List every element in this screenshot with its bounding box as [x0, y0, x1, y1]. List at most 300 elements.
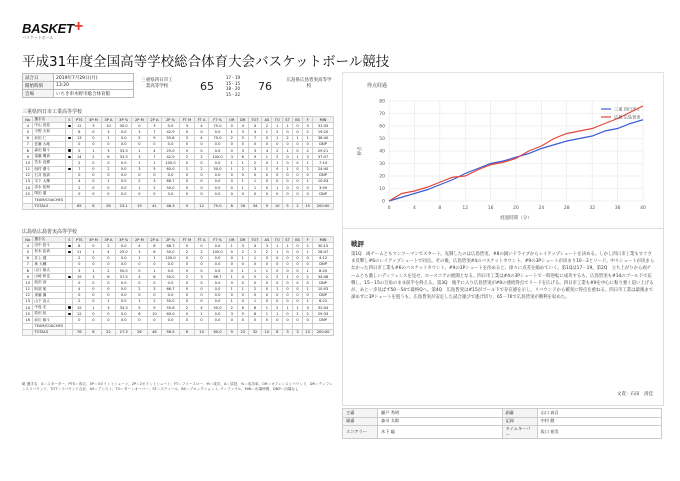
stat-cell: 6	[147, 243, 162, 249]
stat-cell: 2	[73, 185, 86, 191]
stat-cell: 4	[73, 286, 86, 292]
column-header: TO	[272, 117, 283, 123]
official-label: 副審	[502, 409, 537, 418]
stat-cell: 0	[226, 147, 237, 153]
stat-cell: 1	[248, 267, 262, 273]
stat-cell: 0	[272, 166, 283, 172]
x-axis-label: 経過時間（分）	[500, 216, 532, 221]
total-cell: 3	[283, 329, 293, 335]
stat-cell: 2	[292, 311, 302, 317]
stat-cell	[66, 203, 73, 209]
stat-cell: 1	[147, 255, 162, 261]
stat-cell: 1	[272, 286, 283, 292]
stat-cell: 3	[179, 123, 194, 129]
info-value: 13:20	[54, 82, 134, 90]
stat-cell: 4	[23, 123, 33, 129]
stat-cell: 12	[73, 311, 86, 317]
stat-cell: 0	[179, 147, 194, 153]
stat-cell: 4	[194, 135, 208, 141]
stat-cell: 4	[248, 123, 262, 129]
stat-cell: 0	[262, 298, 272, 304]
stat-cell: 0	[248, 317, 262, 323]
stat-cell: 50.0	[162, 274, 180, 280]
player-name: 松本 拓真	[33, 249, 66, 255]
total-cell: 60.0	[209, 329, 227, 335]
column-header: FT %	[209, 237, 227, 243]
stat-cell: 0.0	[116, 185, 132, 191]
stat-cell: 8	[23, 147, 33, 153]
stat-cell: DNP	[313, 280, 334, 286]
stat-cell: 4	[73, 178, 86, 184]
stat-cell: 0	[303, 191, 313, 197]
stat-cell: 0.0	[116, 317, 132, 323]
away-team-name: 広島県広島皆実高等学校	[286, 78, 332, 89]
stat-cell: 5	[73, 147, 86, 153]
stat-cell: 0	[101, 280, 116, 286]
stat-cell: 0	[194, 298, 208, 304]
total-cell: 46	[147, 329, 162, 335]
stat-cell: 0	[292, 267, 302, 273]
stat-cell: 0	[262, 280, 272, 286]
column-header: ST	[283, 237, 293, 243]
page-title: 平成31年度全国高等学校総合体育大会バスケットボール競技	[22, 54, 390, 70]
stat-cell: 1	[283, 147, 293, 153]
total-cell: 56.5	[162, 329, 180, 335]
logo-subtitle: バスケットボール	[22, 35, 54, 40]
stat-cell: 1	[283, 274, 293, 280]
stat-cell: 66.7	[162, 286, 180, 292]
stat-cell: 3	[237, 243, 248, 249]
home-box-title: 三重県四日市工業高等学校	[22, 109, 83, 115]
stat-cell: 0	[86, 166, 101, 172]
stat-cell: 1	[272, 311, 283, 317]
official-value: 山口 真吾	[537, 409, 662, 418]
stat-cell: 3	[303, 154, 313, 160]
stat-cell: 0	[179, 267, 194, 273]
stat-cell: 0	[303, 141, 313, 147]
stat-cell: 0.0	[162, 141, 180, 147]
stat-cell: 0.0	[209, 255, 227, 261]
stat-cell: 0	[147, 172, 162, 178]
stat-cell: 0	[73, 261, 86, 267]
x-tick-label: 36	[614, 206, 621, 211]
column-header: DR	[237, 237, 248, 243]
stat-cell: 16	[23, 317, 33, 323]
stat-cell: 0	[237, 280, 248, 286]
stat-cell: 0	[262, 191, 272, 197]
total-cell: 26	[237, 203, 248, 209]
stat-cell: 2	[147, 185, 162, 191]
stat-cell: 1	[292, 305, 302, 311]
official-value: 木下 聡	[378, 426, 503, 439]
stat-cell: DNP	[313, 141, 334, 147]
total-cell: 6	[86, 329, 101, 335]
stat-cell: 0	[283, 141, 293, 147]
column-header: No	[23, 117, 33, 123]
stat-cell: 0	[86, 191, 101, 197]
stat-cell: 1	[303, 249, 313, 255]
stat-cell: 31:35	[313, 123, 334, 129]
stat-cell: 0	[86, 317, 101, 323]
stat-cell: 3	[132, 154, 147, 160]
stat-cell: 0.0	[116, 255, 132, 261]
stat-cell: 0	[303, 185, 313, 191]
stat-cell: 0	[283, 311, 293, 317]
stat-cell: 2	[73, 255, 86, 261]
stat-cell: 0	[132, 123, 147, 129]
stat-cell: 33.3	[116, 154, 132, 160]
stat-cell: 5	[237, 135, 248, 141]
stat-cell: 0	[73, 172, 86, 178]
player-name: 前川 雄斗	[33, 317, 66, 323]
official-label: 記録	[502, 417, 537, 426]
stat-cell: 0	[179, 185, 194, 191]
stat-cell: 0.0	[209, 160, 227, 166]
info-label: 開始時刻	[23, 82, 54, 90]
stat-cell: 5	[23, 129, 33, 135]
stat-cell: 0	[248, 292, 262, 298]
stat-cell: DNP	[313, 191, 334, 197]
stat-cell: 29:21	[313, 147, 334, 153]
stat-cell: 15	[73, 305, 86, 311]
stat-cell: 2	[86, 154, 101, 160]
stat-cell: 0	[262, 172, 272, 178]
stat-cell: 0	[179, 141, 194, 147]
stat-cell: 50.0	[116, 267, 132, 273]
stat-cell: 1	[262, 154, 272, 160]
stat-cell: 7:14	[313, 160, 334, 166]
stat-cell: 0	[86, 243, 101, 249]
stat-cell: 0	[226, 261, 237, 267]
stat-cell: 1	[283, 305, 293, 311]
stat-cell: 11	[23, 286, 33, 292]
stat-cell: 1	[147, 267, 162, 273]
stat-cell: 0	[262, 135, 272, 141]
player-name: 木下 大輝	[33, 178, 66, 184]
stat-cell: 3:59	[313, 185, 334, 191]
stat-cell: 0	[248, 141, 262, 147]
column-header: FT M	[179, 117, 194, 123]
stat-cell: 2	[248, 249, 262, 255]
stat-cell: 0	[292, 185, 302, 191]
stat-cell: 0	[303, 317, 313, 323]
stat-cell: 4	[237, 274, 248, 280]
stat-cell: 0	[194, 243, 208, 249]
stat-cell: 0.0	[209, 286, 227, 292]
total-cell: 9	[262, 203, 272, 209]
totals-row	[23, 203, 334, 209]
stat-cell: 0	[86, 160, 101, 166]
stat-cell: 0	[86, 298, 101, 304]
stat-cell: 2	[132, 286, 147, 292]
stat-cell: 1	[226, 160, 237, 166]
stat-cell: 0	[86, 311, 101, 317]
stat-cell: 3	[303, 123, 313, 129]
stat-cell: 3	[132, 166, 147, 172]
stat-cell: 0	[272, 172, 283, 178]
stat-cell: 0.0	[162, 123, 180, 129]
stat-cell: 100.0	[209, 249, 227, 255]
total-cell: 6	[179, 329, 194, 335]
total-cell: 2	[292, 203, 302, 209]
column-header: FT %	[209, 117, 227, 123]
stat-cell: 0	[101, 191, 116, 197]
stat-cell: 2	[73, 160, 86, 166]
stat-cell: 0	[132, 172, 147, 178]
stat-cell: 6	[23, 135, 33, 141]
column-header: 2P %	[162, 237, 180, 243]
y-tick-label: 20	[379, 174, 385, 180]
player-name: 阿部 航	[33, 286, 66, 292]
stat-cell: 0.0	[116, 292, 132, 298]
stat-cell: 0	[226, 317, 237, 323]
player-name: 森田 陽斗	[33, 147, 66, 153]
stat-cell: 0	[226, 249, 237, 255]
stat-cell: 0	[248, 191, 262, 197]
stat-cell: 2	[303, 243, 313, 249]
chart-svg	[343, 73, 663, 223]
stat-cell: 0	[292, 172, 302, 178]
home-team-name: 三重県四日市工業高等学校	[141, 78, 173, 89]
stat-cell: 10	[23, 280, 33, 286]
stat-cell: 0.0	[209, 178, 227, 184]
stat-cell: 1	[132, 147, 147, 153]
totals-label: TOTALS	[33, 203, 66, 209]
info-label: 会場	[23, 90, 54, 98]
stat-cell: 0	[272, 191, 283, 197]
column-header: TOT	[248, 117, 262, 123]
stat-cell: 30:15	[313, 243, 334, 249]
stat-cell: 0	[73, 317, 86, 323]
stat-cell: DNP	[313, 317, 334, 323]
column-header: MIN	[313, 117, 334, 123]
stat-cell: 1	[272, 160, 283, 166]
column-header: 3P A	[101, 237, 116, 243]
x-tick-label: 28	[563, 206, 570, 211]
stat-cell: 0.0	[116, 172, 132, 178]
stat-cell: 0	[86, 261, 101, 267]
total-cell: 200:00	[313, 329, 334, 335]
stat-cell: 0.0	[209, 147, 227, 153]
stat-cell: 2	[272, 154, 283, 160]
stat-cell: 0	[292, 249, 302, 255]
column-header: 3P M	[86, 117, 101, 123]
stat-cell: 1	[283, 123, 293, 129]
stat-cell: 0	[101, 317, 116, 323]
stat-cell: 0	[262, 178, 272, 184]
stat-cell: 0	[132, 317, 147, 323]
stat-cell: 0	[292, 243, 302, 249]
stat-cell: 1	[272, 243, 283, 249]
player-name: 清水 拓海	[33, 185, 66, 191]
column-header: 3P %	[116, 237, 132, 243]
stat-cell: 2	[262, 249, 272, 255]
stat-cell: 8	[23, 267, 33, 273]
column-header: No	[23, 237, 33, 243]
stat-cell: 0	[179, 317, 194, 323]
info-label: 試合日	[23, 74, 54, 82]
stat-cell: 2	[303, 274, 313, 280]
stat-cell: 8	[248, 311, 262, 317]
stat-cell: 4	[248, 129, 262, 135]
stat-cell: 3	[147, 123, 162, 129]
column-header: OR	[226, 237, 237, 243]
stat-cell: 0	[292, 147, 302, 153]
stat-cell: 3	[237, 147, 248, 153]
stat-cell: 0.0	[116, 141, 132, 147]
total-cell: 23	[237, 329, 248, 335]
stat-cell: 0	[179, 178, 194, 184]
stat-cell: 0.0	[209, 172, 227, 178]
stat-cell: 8:20	[313, 267, 334, 273]
stat-cell: 0	[194, 292, 208, 298]
stat-cell: 2	[194, 154, 208, 160]
stat-cell: 8	[248, 305, 262, 311]
stat-cell: 1	[132, 160, 147, 166]
column-header: DR	[237, 117, 248, 123]
stat-cell: 7	[23, 261, 33, 267]
stat-cell: 0.0	[209, 298, 227, 304]
team-label: TEAM/COACHES	[33, 197, 66, 203]
stat-cell: 0	[262, 185, 272, 191]
stat-cell: 2	[179, 305, 194, 311]
stat-cell: 0	[272, 317, 283, 323]
total-cell: 10	[262, 329, 272, 335]
stat-cell: 0	[226, 185, 237, 191]
stat-cell: 36:40	[313, 135, 334, 141]
column-header: 2P A	[147, 237, 162, 243]
stat-cell: 7	[147, 129, 162, 135]
total-cell: 41	[147, 203, 162, 209]
stat-cell: 0.0	[162, 172, 180, 178]
official-value: 坂口 裕美	[537, 426, 662, 439]
stat-cell: 3	[303, 305, 313, 311]
stat-cell: 2	[248, 160, 262, 166]
column-header: 2P %	[162, 117, 180, 123]
stat-cell: 0.0	[209, 141, 227, 147]
stat-cell: 2	[226, 135, 237, 141]
quarter-score: 15 - 22	[225, 91, 241, 97]
stat-cell: 0.0	[162, 280, 180, 286]
stat-cell: 0	[101, 160, 116, 166]
total-cell: 34	[248, 203, 262, 209]
stat-cell: 0	[132, 261, 147, 267]
total-cell: 26	[101, 203, 116, 209]
abbreviation-footnote: 略 選手名：S＝スターター、PTS＝得点、3P＝3ポイントシュート、2P＝2ポイントシュート、FT＝フリースロー、M＝成功、A＝試投、%＝成功率、OR＝オフェンスリバウンド、DR＝ディフェンスリバウンド、TOT＝リバウンド合計、AS＝アシスト、TO＝ターンオーバー、ST＝スティール、BS＝ブロックショット、F＝ファウル、MIN＝出場時間、DNP＝出場なし	[22, 382, 333, 392]
x-tick-label: 8	[438, 206, 442, 211]
stat-cell: 0	[179, 172, 194, 178]
stat-cell: 1	[292, 135, 302, 141]
stat-cell: 66.7	[162, 243, 180, 249]
stat-cell: 0	[179, 280, 194, 286]
stat-cell: 0	[147, 191, 162, 197]
quarter-scores	[218, 75, 248, 97]
stat-cell: 0	[101, 261, 116, 267]
stat-cell: 0.0	[162, 267, 180, 273]
x-tick-label: 12	[462, 206, 469, 211]
stat-cell: 2	[194, 249, 208, 255]
stat-cell: 10:03	[313, 178, 334, 184]
stat-cell: 66.7	[162, 178, 180, 184]
stat-cell: 6	[73, 129, 86, 135]
player-name: 宮本 直樹	[33, 160, 66, 166]
totals-row	[23, 329, 334, 335]
stat-cell: 3	[147, 286, 162, 292]
stat-cell: 0	[86, 185, 101, 191]
game-info-table	[22, 73, 134, 98]
stat-cell: 0	[179, 311, 194, 317]
stat-cell: 9	[147, 135, 162, 141]
stat-cell: 2	[303, 129, 313, 135]
stat-cell: 0	[283, 317, 293, 323]
player-name: 田中 悠斗	[33, 243, 66, 249]
stat-cell: 0.0	[209, 185, 227, 191]
column-header: 2P M	[132, 237, 147, 243]
stat-cell: 1	[226, 129, 237, 135]
stat-cell: 8	[147, 274, 162, 280]
stat-cell: 10	[147, 311, 162, 317]
stat-cell: 0	[194, 191, 208, 197]
stat-cell: 75.0	[209, 123, 227, 129]
stat-cell: 7	[23, 141, 33, 147]
stat-cell: 0	[194, 267, 208, 273]
total-cell: 3	[292, 329, 302, 335]
stat-cell: 1	[262, 166, 272, 172]
stat-cell: 0	[283, 185, 293, 191]
stat-cell: 0	[194, 172, 208, 178]
stat-cell: 6	[23, 255, 33, 261]
column-header: FT A	[194, 237, 208, 243]
stat-cell: 0	[86, 280, 101, 286]
stat-cell: 1	[237, 267, 248, 273]
stat-cell: 0	[272, 298, 283, 304]
stat-cell: 6:22	[313, 298, 334, 304]
stat-cell: 50.0	[162, 298, 180, 304]
stat-cell: 2	[262, 123, 272, 129]
total-cell: 23.1	[116, 203, 132, 209]
stat-cell: 9	[248, 154, 262, 160]
total-cell: 10	[272, 203, 283, 209]
totals-label: TOTALS	[33, 329, 66, 335]
x-tick-label: 4	[412, 206, 416, 211]
stat-cell: 2	[237, 249, 248, 255]
stat-cell: 0	[283, 249, 293, 255]
y-tick-label: 70	[379, 112, 385, 117]
stat-cell: 0	[147, 261, 162, 267]
stat-cell: 0	[194, 141, 208, 147]
stat-cell: 7	[147, 154, 162, 160]
stat-cell: 2	[226, 305, 237, 311]
player-name: 中山 晃佑	[33, 123, 66, 129]
stat-cell: 5	[132, 305, 147, 311]
y-tick-label: 50	[379, 137, 385, 142]
total-cell: 75.0	[209, 203, 227, 209]
stat-cell: 1	[292, 154, 302, 160]
player-name: 佐藤 大地	[33, 141, 66, 147]
stat-cell: 2	[179, 154, 194, 160]
stat-cell: 0	[147, 141, 162, 147]
y-tick-label: 0	[382, 199, 385, 205]
stat-cell: 8	[101, 274, 116, 280]
stat-cell: 0	[292, 123, 302, 129]
stat-cell: 0	[292, 261, 302, 267]
stat-cell: 0	[179, 298, 194, 304]
stat-cell: 0	[237, 292, 248, 298]
commentary-signature: 文責：石田 清佳	[617, 392, 653, 397]
stat-cell: 0	[272, 261, 283, 267]
stat-cell: 3	[73, 267, 86, 273]
stat-cell: 0	[179, 191, 194, 197]
